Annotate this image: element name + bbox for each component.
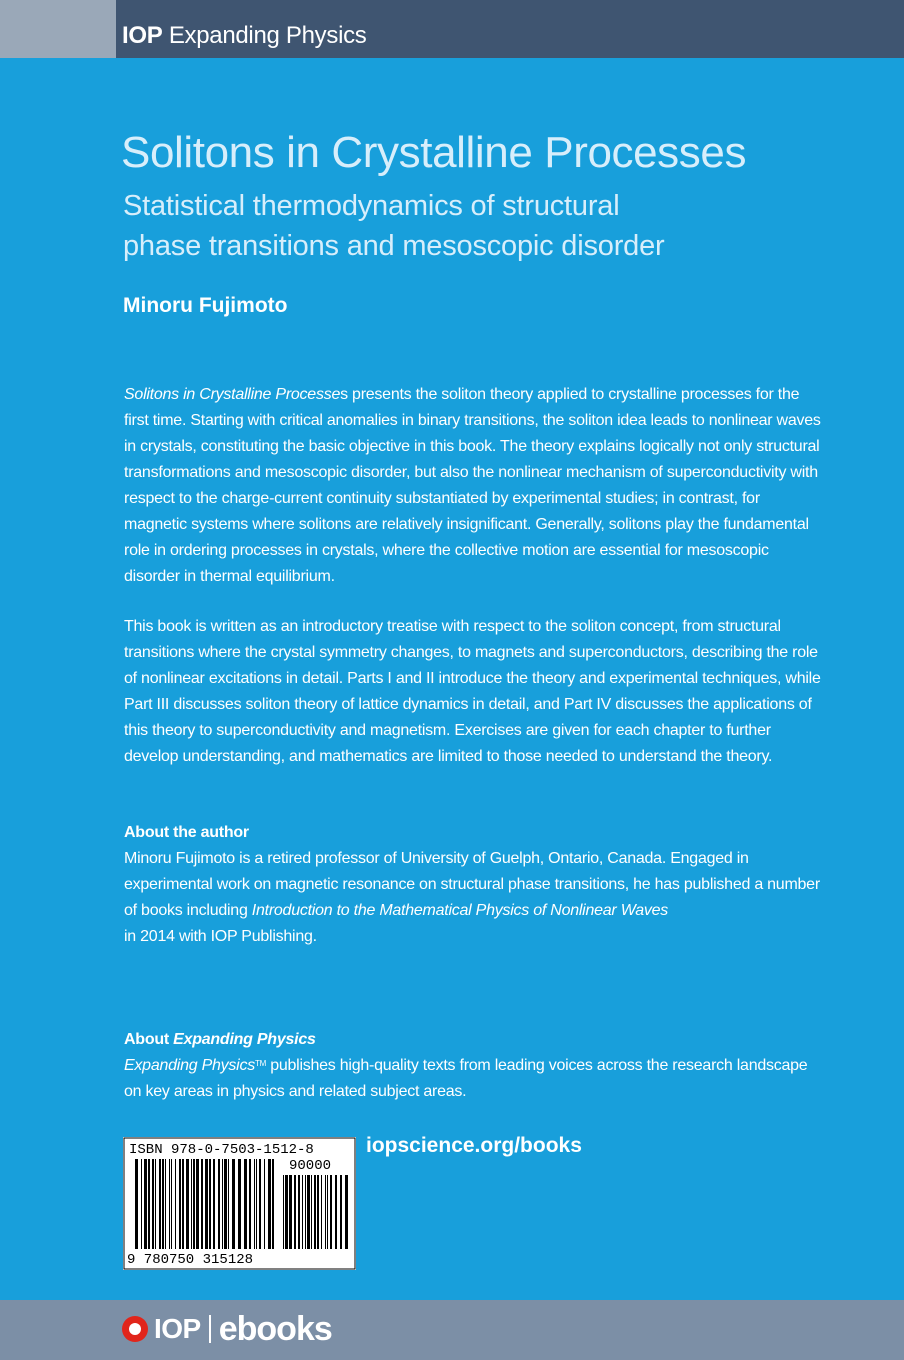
- barcode-bar: [196, 1159, 199, 1249]
- barcode-bar: [232, 1159, 235, 1249]
- subtitle-line-1: Statistical thermodynamics of structural: [123, 190, 620, 222]
- about-series-text: publishes high-quality texts from leading voices across the research landscape on key areas in physics and related subject areas.: [124, 1057, 808, 1100]
- barcode-bar: [141, 1159, 142, 1249]
- barcode-bar: [171, 1159, 172, 1249]
- barcode-bar: [325, 1175, 326, 1249]
- barcode-bar: [321, 1175, 322, 1249]
- barcode-bar: [182, 1159, 184, 1249]
- isbn-barcode: [123, 1137, 356, 1270]
- description-paragraph-1: [124, 382, 824, 590]
- barcode-bar: [222, 1159, 223, 1249]
- about-series-heading: About Expanding Physics: [124, 1031, 316, 1048]
- isbn-text: ISBN 978-0-7503-1512-8: [129, 1142, 314, 1158]
- about-author-heading: About the author: [124, 824, 249, 841]
- barcode-bar: [169, 1159, 170, 1249]
- about-series-section: [124, 1027, 824, 1105]
- barcode-bar: [228, 1159, 229, 1249]
- barcode-bar: [162, 1159, 164, 1249]
- description-p1-text: s presents the soliton theory applied to crystalline processes for the first time. Starting with critical anomalies in binary transitions, the soliton idea leads to nonlinear waves in crystals, constituting the basic objective in this book. The theory explains logically not only structural transformations and mesoscopic disorder, but also the nonlinear mechanism of superconductivity with respect to the charge-current continuity substantiated by experimental studies; in contrast, for magnetic systems where solitons are relatively insignificant. Generally, solitons play the fundamental role in ordering processes in crystals, where the collective motion are essential for mesoscopic disorder in thermal equilibrium.: [124, 386, 821, 585]
- description-p2-text: This book is written as an introductory treatise with respect to the soliton concept, from structural transitions where the crystal symmetry changes, to magnets and superconductors, describing the role of nonlinear excitations in detail. Parts I and II introduce the theory and experimental techniques, while Part III discusses soliton theory of lattice dynamics in detail, and Part IV discusses the applications of this theory to superconductivity and magnetism. Exercises are given for each chapter to further develop understanding, and mathematics are limited to those needed to understand the theory.: [124, 618, 821, 765]
- barcode-bar: [317, 1175, 319, 1249]
- description-book-title: Solitons in Crystalline Processe: [124, 386, 341, 403]
- barcode-bar: [205, 1159, 208, 1249]
- barcode-bar: [135, 1159, 138, 1249]
- barcode-bar: [159, 1159, 161, 1249]
- barcode-bar: [330, 1175, 332, 1249]
- barcode-bar: [244, 1159, 247, 1249]
- barcode-bar: [213, 1159, 215, 1249]
- description-paragraph-2: [124, 614, 824, 770]
- iop-ebooks-logo: [122, 1309, 332, 1348]
- logo-divider: [209, 1315, 211, 1343]
- footer-brand: IOP: [154, 1313, 201, 1344]
- barcode-bar: [152, 1159, 154, 1249]
- barcode-bar: [311, 1175, 312, 1249]
- barcode-bar: [175, 1159, 176, 1249]
- barcode-bar: [298, 1175, 300, 1249]
- barcode-bar: [201, 1159, 203, 1249]
- footer-product: ebooks: [218, 1309, 332, 1348]
- iop-logo-icon: [122, 1316, 148, 1342]
- barcode-bar: [264, 1159, 265, 1249]
- barcode-bar: [191, 1159, 192, 1249]
- barcode-bar: [144, 1159, 147, 1249]
- barcode-bar: [285, 1175, 288, 1249]
- website-url[interactable]: iopscience.org/books: [366, 1134, 582, 1157]
- barcode-bar: [155, 1159, 156, 1249]
- addon-digits: 90000: [289, 1158, 332, 1174]
- barcode-bar: [238, 1159, 241, 1249]
- barcode-bar: [340, 1175, 342, 1249]
- barcode-bar: [209, 1159, 211, 1249]
- barcode-bar: [186, 1159, 189, 1249]
- about-author-section: [124, 820, 824, 950]
- barcode-bar: [268, 1159, 271, 1249]
- about-author-book-title: Introduction to the Mathematical Physics of Nonlinear Waves: [251, 902, 669, 919]
- book-title: Solitons in Crystalline Processes: [121, 128, 747, 177]
- barcode-bar: [218, 1159, 220, 1249]
- barcode-bar: [289, 1175, 292, 1249]
- footer-bar: [0, 1300, 904, 1360]
- barcode-bar: [224, 1159, 227, 1249]
- series-brand: IOP: [122, 22, 163, 49]
- about-author-text: Minoru Fujimoto is a retired professor of University of Guelph, Ontario, Canada. Engaged in experimental work on magnetic resonance on structural phase transitions, he has published a number of books including: [124, 850, 820, 919]
- barcode-bar: [254, 1159, 255, 1249]
- trademark-mark: TM: [254, 1059, 266, 1068]
- top-series-bar: [0, 0, 904, 58]
- book-subtitle: [123, 186, 843, 266]
- barcode-bar: [249, 1159, 251, 1249]
- barcode-bar: [179, 1159, 181, 1249]
- about-author-text-end: in 2014 with IOP Publishing.: [124, 928, 317, 945]
- barcode-bar: [259, 1159, 261, 1249]
- ean-digits: 9 780750 315128: [127, 1252, 254, 1268]
- barcode-bar: [345, 1175, 348, 1249]
- barcode-bar: [272, 1159, 274, 1249]
- book-author: Minoru Fujimoto: [123, 294, 288, 317]
- barcode-bar: [307, 1175, 310, 1249]
- barcode-bar: [327, 1175, 328, 1249]
- barcode-bar: [148, 1159, 150, 1249]
- spine-tab: [0, 0, 116, 58]
- barcode-bar: [294, 1175, 296, 1249]
- barcode-bar: [193, 1159, 195, 1249]
- barcode-bar: [302, 1175, 303, 1249]
- barcode-bar: [283, 1175, 284, 1249]
- barcode-bar: [314, 1175, 316, 1249]
- series-name: Expanding Physics: [168, 22, 367, 49]
- barcode-bar: [256, 1159, 257, 1249]
- subtitle-line-2: phase transitions and mesoscopic disorder: [123, 230, 665, 262]
- barcode-bar: [335, 1175, 337, 1249]
- barcode-bar: [165, 1159, 166, 1249]
- barcode-bar: [305, 1175, 306, 1249]
- about-series-name: Expanding Physics: [124, 1057, 255, 1074]
- series-label: [122, 22, 367, 50]
